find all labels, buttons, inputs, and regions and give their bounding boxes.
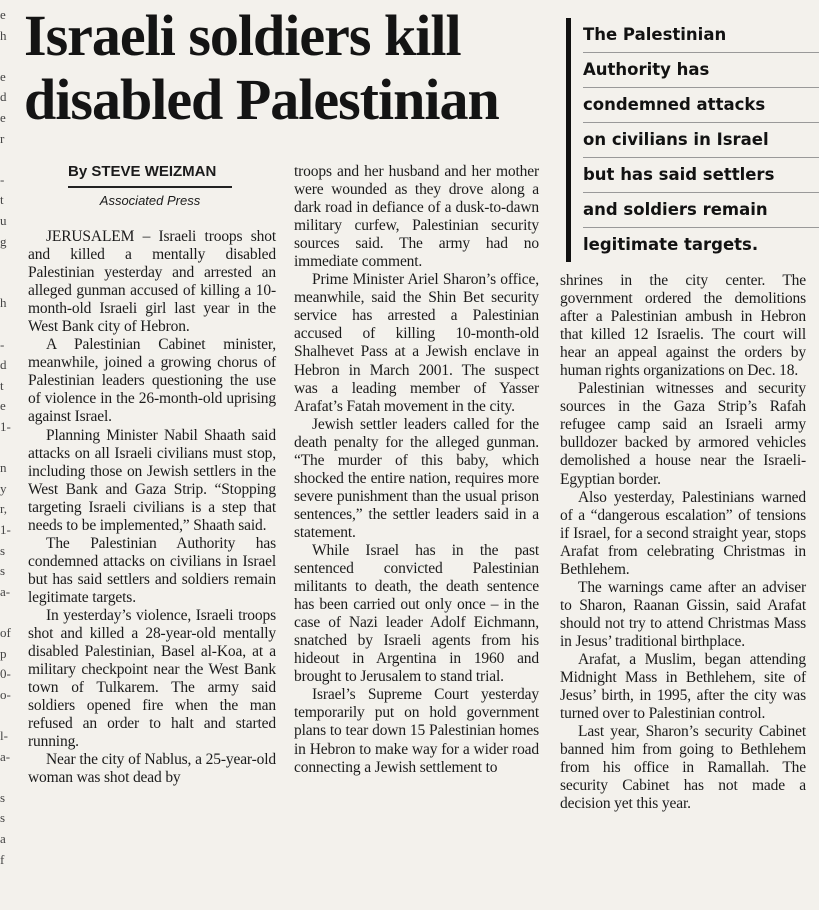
pull-quote-line: but has said settlers [583,158,819,193]
edge-fragment: s [0,563,6,579]
edge-fragment: - [0,336,5,352]
pull-quote-line: Authority has [583,53,819,88]
headline: Israeli soldiers kill disabled Palestinian [24,3,499,132]
pull-quote [566,18,819,262]
edge-fragment: o- [0,686,11,702]
paragraph: Planning Minister Nabil Shaath said attacks on all Israeli civilians must stop, including those on Jewish settlers in the West Bank and Gaza Strip. “Stopping targeting Israeli civilians is a step that needs to be implemented,” Shaath said. [28,426,276,534]
byline: By STEVE WEIZMAN [68,162,232,188]
edge-fragment: n [0,460,7,476]
paragraph: A Palestinian Cabinet minister, meanwhile, joined a growing chorus of Palestinian leaders questioning the use of violence in the 26-month-old uprising against Israel. [28,336,276,426]
edge-fragment: r [0,130,5,146]
paragraph: The warnings came after an adviser to Sharon, Raanan Gissin, said Arafat should not try to attend Christmas Mass in Jesus’ traditional birthplace. [560,578,806,650]
news-agency-credit: Associated Press [99,193,201,208]
paragraph: Last year, Sharon’s security Cabinet banned him from going to Bethlehem from his office in Ramallah. The security Cabinet has not made a decision yet this year. [560,723,806,813]
paragraph: Prime Minister Ariel Sharon’s office, meanwhile, said the Shin Bet security service has arrested a Palestinian accused of killing 10-month-old Shalhevet Pass at a Jewish enclave in Hebron in March 2001. The suspect was a leading member of Yasser Arafat’s Fatah movement in the city. [294,271,539,415]
pull-quote-line: legitimate targets. [583,235,759,254]
article-column-3 [560,272,806,813]
edge-fragment: r, [0,501,8,517]
edge-fragment: s [0,810,6,826]
edge-fragment: d [0,357,7,373]
edge-fragment: e [0,68,6,84]
paragraph: troops and her husband and her mother were wounded as they drove along a dark road in defiance of a dusk-to-dawn military curfew, Palestinian security sources said. The army had no immediate comment. [294,163,539,271]
edge-fragment: t [0,377,4,393]
paragraph: Palestinian witnesses and security sources in the Gaza Strip’s Rafah refugee camp said an Israeli army bulldozer backed by armored vehicles demolished a house near the Israeli-Egyptian border. [560,380,806,488]
edge-fragment: d [0,89,7,105]
pull-quote-line: and soldiers remain [583,193,819,228]
edge-fragment: p [0,645,7,661]
edge-fragment: 0- [0,666,11,682]
edge-fragment: e [0,398,6,414]
edge-fragment: 1- [0,419,11,434]
edge-fragment: h [0,295,7,311]
edge-fragment: s [0,789,6,805]
article-column-2 [294,163,539,777]
edge-fragment: a- [0,583,11,599]
paragraph: Near the city of Nablus, a 25-year-old woman was shot dead by [28,751,276,787]
article-column-1 [28,228,276,787]
paragraph: Jewish settler leaders called for the death penalty for the alleged gunman. “The murder of this baby, which shocked the entire nation, requires more severe punishment than the usual prison sentences,” the settler leaders said in a statement. [294,415,539,541]
edge-fragment: g [0,233,7,249]
edge-fragment: of [0,625,11,640]
edge-fragment: t [0,192,4,208]
pull-quote-line: The Palestinian [583,18,819,53]
edge-fragment: f [0,851,5,867]
edge-fragment: u [0,213,7,228]
paragraph: JERUSALEM – Israeli troops shot and killed a mentally disabled Palestinian yesterday and arrested an alleged gunman accused of killing a 10-month-old Israeli girl last year in the West Bank city of Hebron. [28,228,276,336]
edge-fragment: s [0,542,6,558]
paragraph: Also yesterday, Palestinians warned of a “dangerous escalation” of tensions if Israel, for a second straight year, stops Arafat from celebrating Christmas in Bethlehem. [560,488,806,578]
edge-fragment: y [0,480,7,496]
edge-fragment: e [0,110,6,125]
paragraph: Arafat, a Muslim, began attending Midnight Mass in Bethlehem, site of Jesus’ birth, in 1995, after the city was turned over to Palestinian control. [560,650,806,723]
pull-quote-line: on civilians in Israel [583,123,819,158]
paragraph: Israel’s Supreme Court yesterday temporarily put on hold government plans to tear down 15 Palestinian homes in Hebron to make way for a wider road connecting a Jewish settlement to [294,686,539,776]
edge-fragment: h [0,27,7,43]
edge-fragment: 1- [0,522,11,537]
paragraph: shrines in the city center. The government ordered the demolitions after a Palestinian ambush in Hebron that killed 12 Israelis. The court will hear an appeal against the orders by human rights organizations on Dec. 18. [560,272,806,380]
paragraph: In yesterday’s violence, Israeli troops shot and killed a 28-year-old mentally disabled Palestinian, Basel al-Koa, at a military checkpoint near the West Bank town of Tulkarem. The army said soldiers opened fire when the man refused an order to halt and started running. [28,606,276,751]
pull-quote-line: condemned attacks [583,88,819,123]
edge-fragment: a- [0,748,11,764]
adjacent-article-edge [0,0,14,910]
edge-fragment: e [0,7,6,22]
edge-fragment: - [0,171,5,187]
edge-fragment: a [0,831,6,846]
paragraph: While Israel has in the past sentenced convicted Palestinian militants to death, the death sentence has been carried out only once – in the case of Nazi leader Adolf Eichmann, snatched by Israeli agents from his hideout in Argentina in 1960 and brought to Jerusalem to stand trial. [294,541,539,686]
edge-fragment: l- [0,728,8,743]
paragraph: The Palestinian Authority has condemned attacks on civilians in Israel but has said settlers and soldiers remain legitimate targets. [28,534,276,606]
